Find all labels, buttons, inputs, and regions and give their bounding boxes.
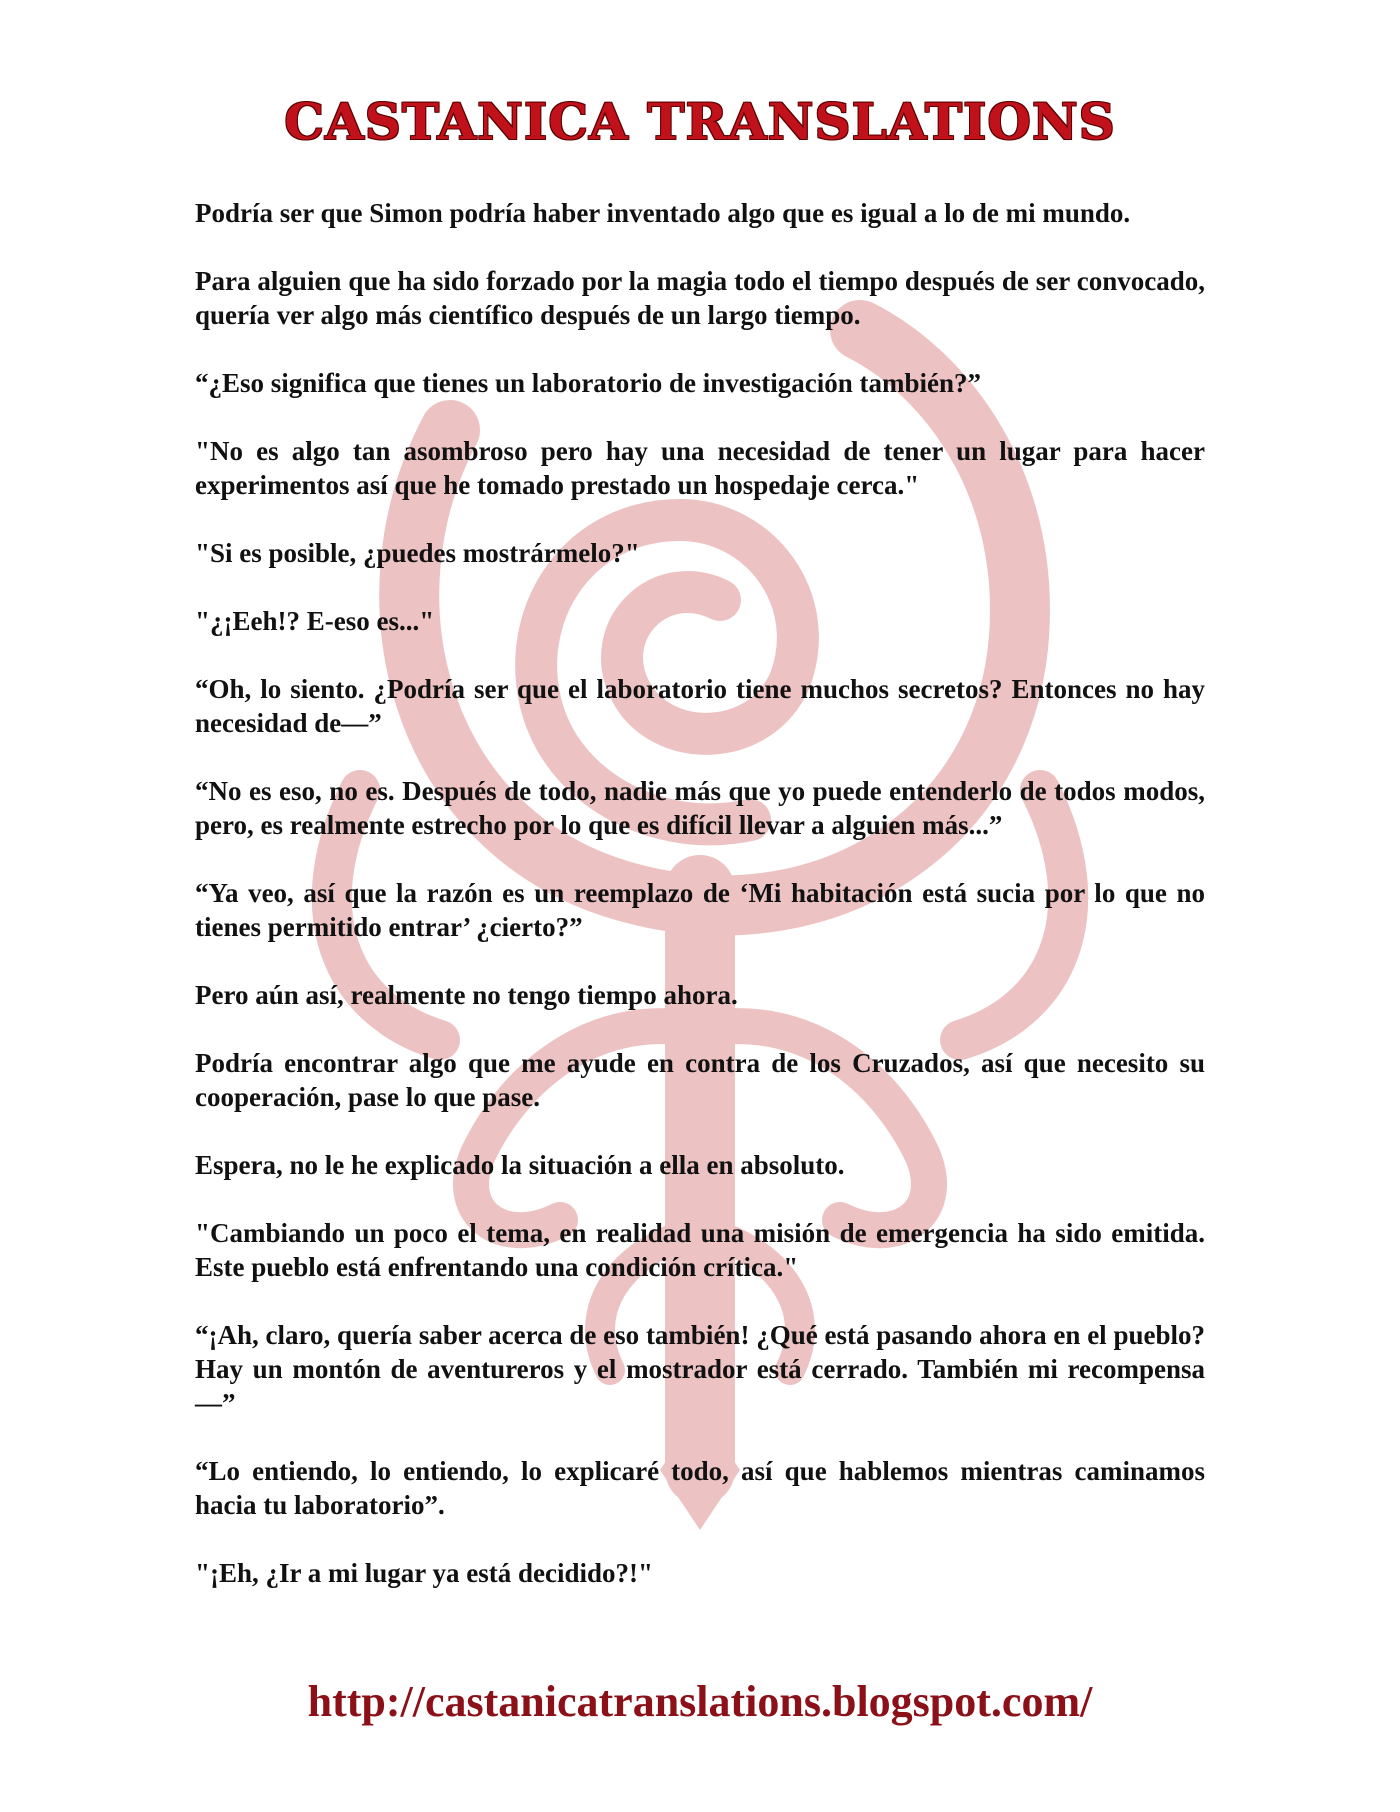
paragraph: "Cambiando un poco el tema, en realidad una misión de emergencia ha sido emitida. Este pueblo está enfrentando una condición crítica." [195, 1218, 1205, 1282]
blog-url-link[interactable]: http://castanicatranslations.blogspot.com/ [307, 1677, 1093, 1726]
paragraph: “Ya veo, así que la razón es un reemplazo de ‘Mi habitación está sucia por lo que no tienes permitido entrar’ ¿cierto?” [195, 878, 1205, 942]
page-footer [0, 1676, 1400, 1727]
paragraph: “Oh, lo siento. ¿Podría ser que el laboratorio tiene muchos secretos? Entonces no hay necesidad de—” [195, 674, 1205, 738]
paragraph: “No es eso, no es. Después de todo, nadie más que yo puede entenderlo de todos modos, pero, es realmente estrecho por lo que es difícil llevar a alguien más...” [195, 776, 1205, 840]
paragraph: Para alguien que ha sido forzado por la magia todo el tiempo después de ser convocado, quería ver algo más científico después de un largo tiempo. [195, 266, 1205, 330]
paragraph: "¿¡Eeh!? E-eso es..." [195, 606, 435, 636]
paragraph: “¡Ah, claro, quería saber acerca de eso también! ¿Qué está pasando ahora en el pueblo? Hay un montón de aventureros y el mostrador está cerrado. También mi recompensa—” [195, 1320, 1205, 1418]
document-body [195, 196, 1205, 1624]
paragraph: "No es algo tan asombroso pero hay una necesidad de tener un lugar para hacer experimentos así que he tomado prestado un hospedaje cerca." [195, 436, 1205, 500]
page-header [0, 92, 1400, 151]
paragraph: "Si es posible, ¿puedes mostrármelo?" [195, 538, 640, 568]
paragraph: Espera, no le he explicado la situación a ella en absoluto. [195, 1150, 845, 1180]
paragraph: "¡Eh, ¿Ir a mi lugar ya está decidido?!" [195, 1558, 653, 1588]
paragraph: “¿Eso significa que tienes un laboratorio de investigación también?” [195, 368, 982, 398]
paragraph: Podría encontrar algo que me ayude en contra de los Cruzados, así que necesito su cooperación, pase lo que pase. [195, 1048, 1205, 1112]
site-title: CASTANICA TRANSLATIONS [284, 92, 1116, 151]
paragraph: Pero aún así, realmente no tengo tiempo ahora. [195, 980, 738, 1010]
paragraph: “Lo entiendo, lo entiendo, lo explicaré todo, así que hablemos mientras caminamos hacia tu laboratorio”. [195, 1456, 1205, 1520]
paragraph: Podría ser que Simon podría haber inventado algo que es igual a lo de mi mundo. [195, 198, 1131, 228]
